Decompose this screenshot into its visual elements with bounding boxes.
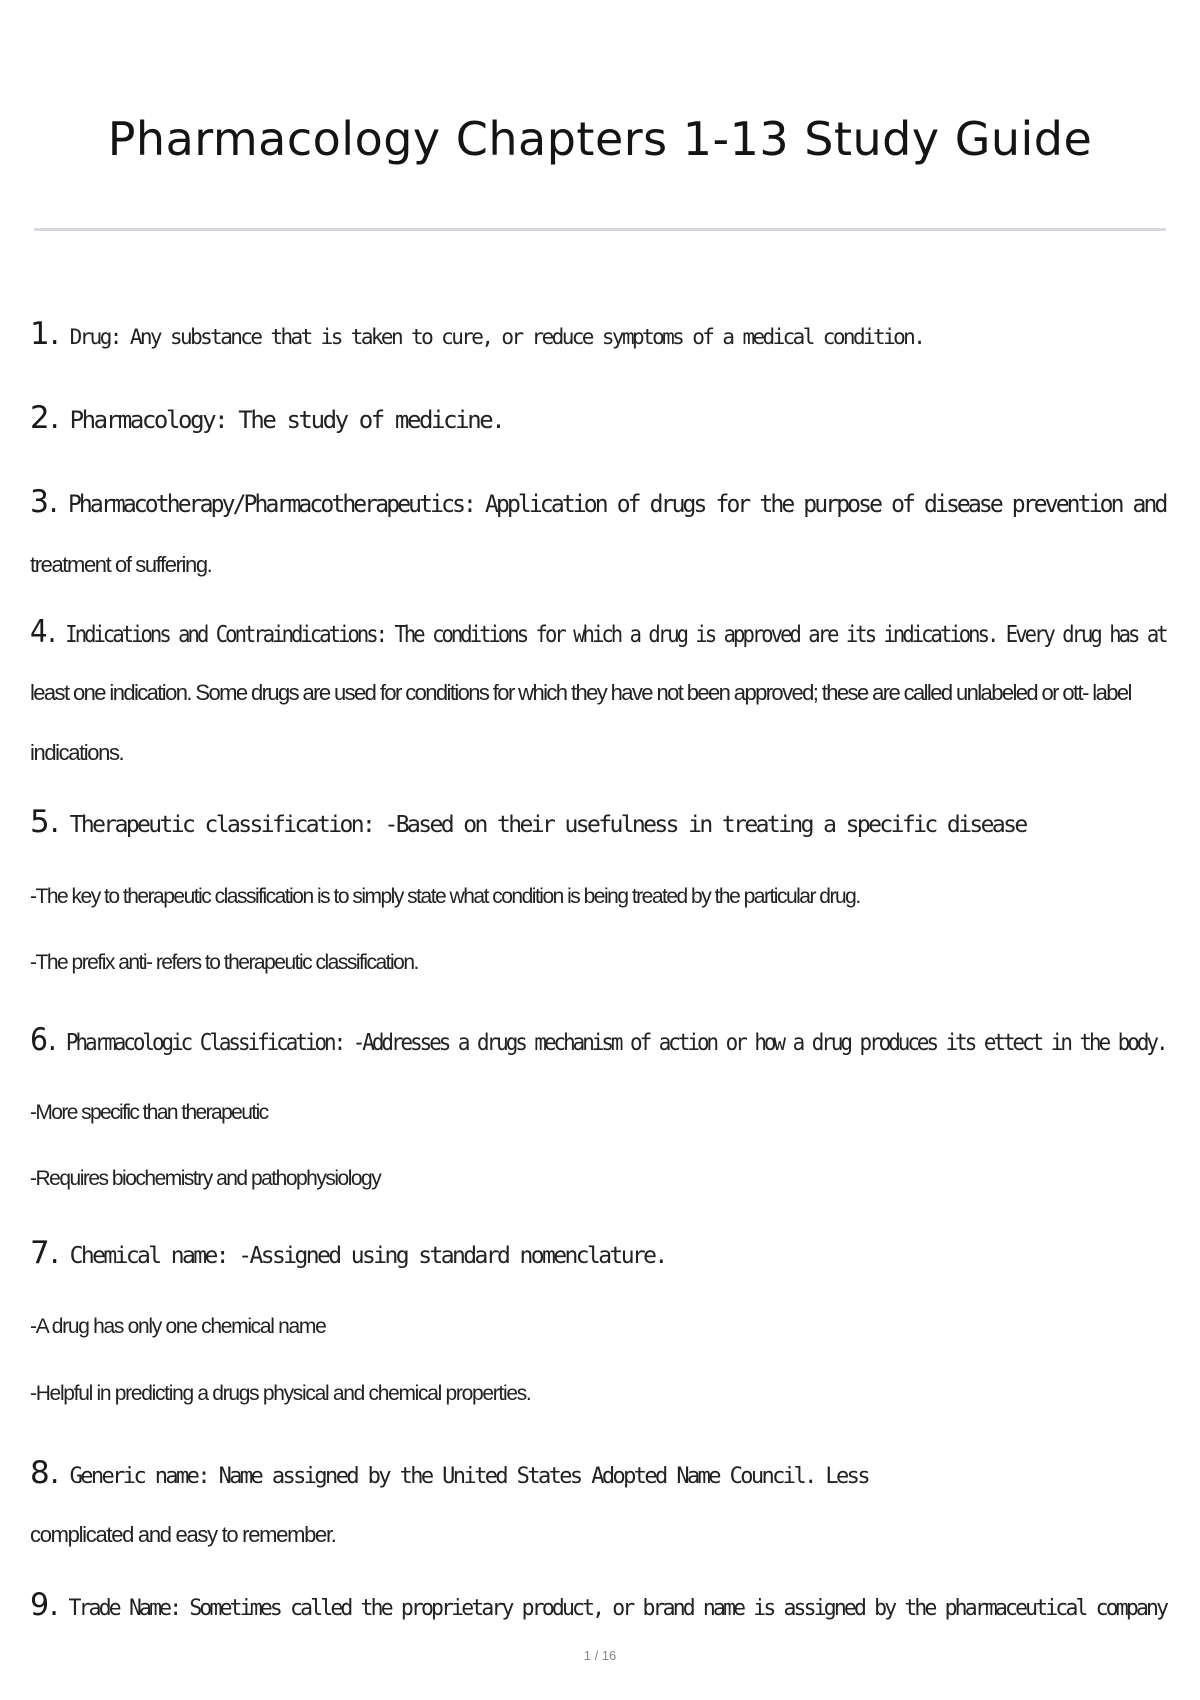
item-number: 8. bbox=[30, 1455, 60, 1491]
list-item bbox=[30, 1022, 1166, 1058]
item-text: Pharmacologic Classification: -Addresses a drugs mechanism of action or how a drug produces its ettect in the body. bbox=[65, 1030, 1166, 1056]
item-continuation: treatment of suffering. bbox=[30, 552, 212, 577]
list-item bbox=[30, 484, 1165, 520]
item-continuation: -A drug has only one chemical name bbox=[30, 1315, 326, 1338]
title-divider bbox=[34, 228, 1166, 231]
item-continuation: -The prefix anti- refers to therapeutic classification. bbox=[30, 951, 418, 974]
list-item bbox=[30, 1587, 1166, 1623]
list-item bbox=[30, 400, 503, 436]
list-item bbox=[30, 1455, 868, 1491]
item-number: 7. bbox=[30, 1235, 60, 1271]
item-text: Trade Name: Sometimes called the proprietary product, or brand name is assigned by the pharmaceutical company bbox=[68, 1596, 1167, 1621]
item-continuation: indications. bbox=[30, 740, 124, 765]
list-item bbox=[30, 316, 923, 352]
item-continuation: least one indication. Some drugs are used for conditions for which they have not been approved; these are called unlabeled or ott- label bbox=[30, 680, 1131, 705]
item-number: 9. bbox=[30, 1587, 59, 1623]
page-indicator: 1 / 16 bbox=[583, 1648, 617, 1663]
item-continuation: complicated and easy to remember. bbox=[30, 1522, 336, 1547]
item-continuation: -Helpful in predicting a drugs physical and chemical properties. bbox=[30, 1382, 531, 1405]
item-text: Indications and Contraindications: The conditions for which a drug is approved are its indications. Every drug has at bbox=[65, 622, 1166, 648]
item-number: 5. bbox=[30, 804, 60, 840]
item-text: Pharmacology: The study of medicine. bbox=[69, 406, 504, 434]
item-text: Drug: Any substance that is taken to cure, or reduce symptoms of a medical condition. bbox=[69, 325, 924, 349]
list-item bbox=[30, 804, 1026, 840]
item-number: 1. bbox=[30, 316, 60, 352]
item-text: Chemical name: -Assigned using standard nomenclature. bbox=[69, 1243, 666, 1269]
item-text: Pharmacotherapy/Pharmacotherapeutics: Application of drugs for the purpose of disease prevention and bbox=[67, 490, 1166, 518]
list-item bbox=[30, 1235, 666, 1271]
item-continuation: -The key to therapeutic classification is to simply state what condition is being treated by the particular drug. bbox=[30, 885, 860, 908]
page-title: Pharmacology Chapters 1-13 Study Guide bbox=[107, 112, 1093, 166]
item-number: 6. bbox=[30, 1022, 57, 1058]
item-continuation: -More specific than therapeutic bbox=[30, 1101, 268, 1124]
item-continuation: -Requires biochemistry and pathophysiology bbox=[30, 1167, 381, 1190]
item-number: 3. bbox=[30, 484, 59, 520]
item-number: 2. bbox=[30, 400, 60, 436]
item-text: Therapeutic classification: -Based on their usefulness in treating a specific disease bbox=[69, 812, 1026, 838]
item-text: Generic name: Name assigned by the United States Adopted Name Council. Less bbox=[69, 1464, 868, 1489]
list-item bbox=[30, 614, 1166, 650]
item-number: 4. bbox=[30, 614, 57, 650]
